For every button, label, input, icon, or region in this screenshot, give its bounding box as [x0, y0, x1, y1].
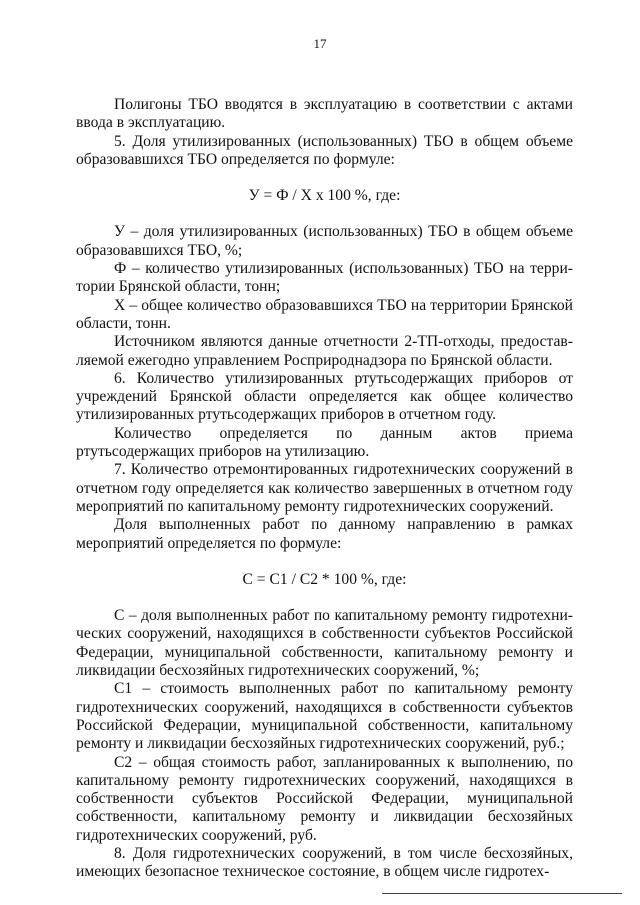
- definition-f: Ф – количество утилизированных (использованных) ТБО на территории Брянской области, тонн;: [76, 260, 573, 296]
- definition-c: С – доля выполненных работ по капитальному ремонту гидротехнических сооружений, находящихся в собственности субъектов Российской Федерации, муниципальной собственности, капитальному ремонту и ликвидации бесхозяйных гидротехнических сооружений, %;: [76, 607, 573, 680]
- paragraph-share-works: Доля выполненных работ по данному направлению в рамках мероприятий определяется по формуле:: [76, 516, 573, 552]
- formula-works-share: С = С1 / С2 * 100 %, где:: [242, 570, 407, 588]
- page-number: 17: [313, 36, 327, 51]
- definition-c1: С1 – стоимость выполненных работ по капитальному ремонту гидротехнических сооружений, находящихся в собственности субъектов Российской Федерации, муниципальной собственности, капитальному ремонту и ликвидации бесхозяйных гидротехнических сооружений, руб.;: [76, 680, 573, 753]
- formula-utilized-share: У = Ф / Х х 100 %, где:: [248, 187, 401, 205]
- paragraph-item-6: 6. Количество утилизированных ртутьсодержащих приборов от учреждений Брянской области определяется как общее количество утилизированных ртутьсодержащих приборов в отчетном году.: [76, 369, 573, 424]
- document-body: [76, 96, 573, 882]
- paragraph-item-8: 8. Доля гидротехнических сооружений, в том числе бесхозяйных, имеющих безопасное техническое состояние, в общем числе гидротех-: [76, 844, 573, 881]
- paragraph-item-5: 5. Доля утилизированных (использованных) ТБО в общем объеме образовавшихся ТБО определяется по формуле:: [76, 132, 573, 168]
- definition-x: Х – общее количество образовавшихся ТБО на территории Брянской области, тонн.: [76, 296, 573, 332]
- definition-u: У – доля утилизированных (использованных) ТБО в общем объеме образовавшихся ТБО, %;: [76, 223, 573, 259]
- definition-c2: С2 – общая стоимость работ, запланированных к выполнению, по капитальному ремонту гидротехнических сооружений, находящихся в собственности субъектов Российской Федерации, муниципальной собственности, капитальному ремонту и ликвидации бесхозяйных гидротехнических сооружений, руб.: [76, 753, 573, 844]
- paragraph-quantity: Количество определяется по данным актов приема ртутьсодержащих приборов на утилизацию.: [76, 424, 573, 461]
- paragraph-landfills: Полигоны ТБО вводятся в эксплуатацию в соответствии с актами ввода в эксплуатацию.: [76, 96, 573, 132]
- footer-rule: [382, 893, 622, 894]
- paragraph-source: Источником являются данные отчетности 2-ТП-отходы, предоставляемой ежегодно управлением Росприроднадзора по Брянской области.: [76, 333, 573, 369]
- paragraph-item-7: 7. Количество отремонтированных гидротехнических сооружений в отчетном году определяется как количество завершенных в отчетном году мероприятий по капитальному ремонту гидротехнических сооружений.: [76, 461, 573, 515]
